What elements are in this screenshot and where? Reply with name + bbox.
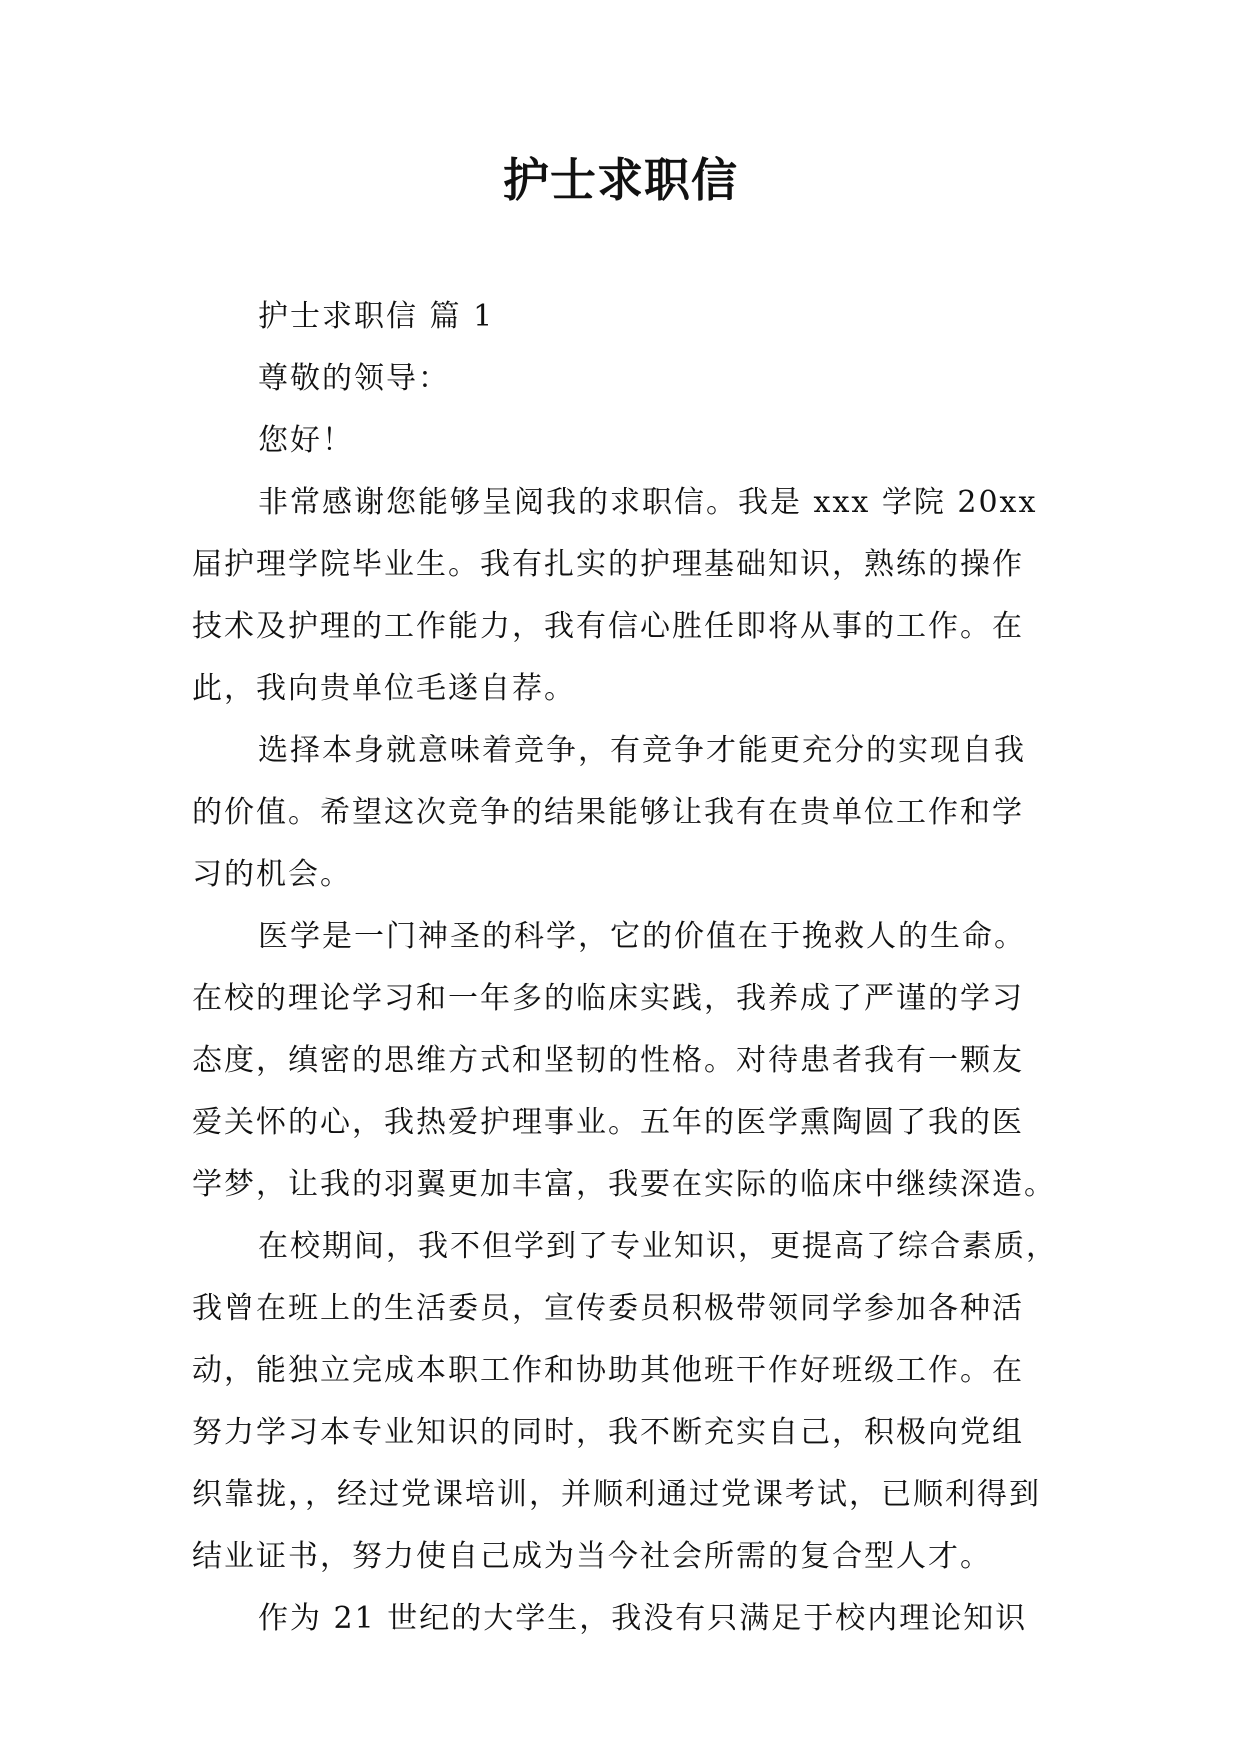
paragraph-3-line-5: 学梦，让我的羽翼更加丰富，我要在实际的临床中继续深造。 — [192, 1167, 1056, 1202]
greeting: 您好！ — [258, 423, 354, 458]
paragraph-2-line-2: 的价值。希望这次竞争的结果能够让我有在贵单位工作和学 — [192, 795, 1024, 830]
paragraph-1-line-2: 届护理学院毕业生。我有扎实的护理基础知识，熟练的操作 — [192, 547, 1024, 582]
section-heading: 护士求职信 篇 1 — [258, 299, 495, 334]
paragraph-2-line-1: 选择本身就意味着竞争，有竞争才能更充分的实现自我 — [258, 733, 1026, 768]
paragraph-4-line-4: 努力学习本专业知识的同时，我不断充实自己，积极向党组 — [192, 1415, 1024, 1450]
paragraph-1-line-1: 非常感谢您能够呈阅我的求职信。我是 xxx 学院 20xx — [258, 485, 1038, 520]
paragraph-4-line-2: 我曾在班上的生活委员，宣传委员积极带领同学参加各种活 — [192, 1291, 1024, 1326]
paragraph-4-line-1: 在校期间，我不但学到了专业知识，更提高了综合素质， — [258, 1229, 1058, 1264]
paragraph-4-line-5: 织靠拢，，经过党课培训，并顺利通过党课考试，已顺利得到 — [192, 1477, 1041, 1512]
paragraph-4-line-3: 动，能独立完成本职工作和协助其他班干作好班级工作。在 — [192, 1353, 1024, 1388]
paragraph-4-line-6: 结业证书，努力使自己成为当今社会所需的复合型人才。 — [192, 1539, 992, 1574]
paragraph-1-line-3: 技术及护理的工作能力，我有信心胜任即将从事的工作。在 — [192, 609, 1024, 644]
paragraph-1-line-4: 此，我向贵单位毛遂自荐。 — [192, 671, 576, 706]
paragraph-3-line-4: 爱关怀的心，我热爱护理事业。五年的医学熏陶圆了我的医 — [192, 1105, 1024, 1140]
paragraph-3-line-2: 在校的理论学习和一年多的临床实践，我养成了严谨的学习 — [192, 981, 1024, 1016]
paragraph-2-line-3: 习的机会。 — [192, 857, 352, 892]
document-title: 护士求职信 — [503, 153, 738, 207]
document-body — [192, 286, 1072, 1650]
salutation: 尊敬的领导： — [258, 361, 450, 396]
paragraph-3-line-1: 医学是一门神圣的科学，它的价值在于挽救人的生命。 — [258, 919, 1026, 954]
paragraph-5-line-1: 作为 21 世纪的大学生，我没有只满足于校内理论知识 — [258, 1601, 1028, 1636]
paragraph-3-line-3: 态度，缜密的思维方式和坚韧的性格。对待患者我有一颗友 — [192, 1043, 1024, 1078]
